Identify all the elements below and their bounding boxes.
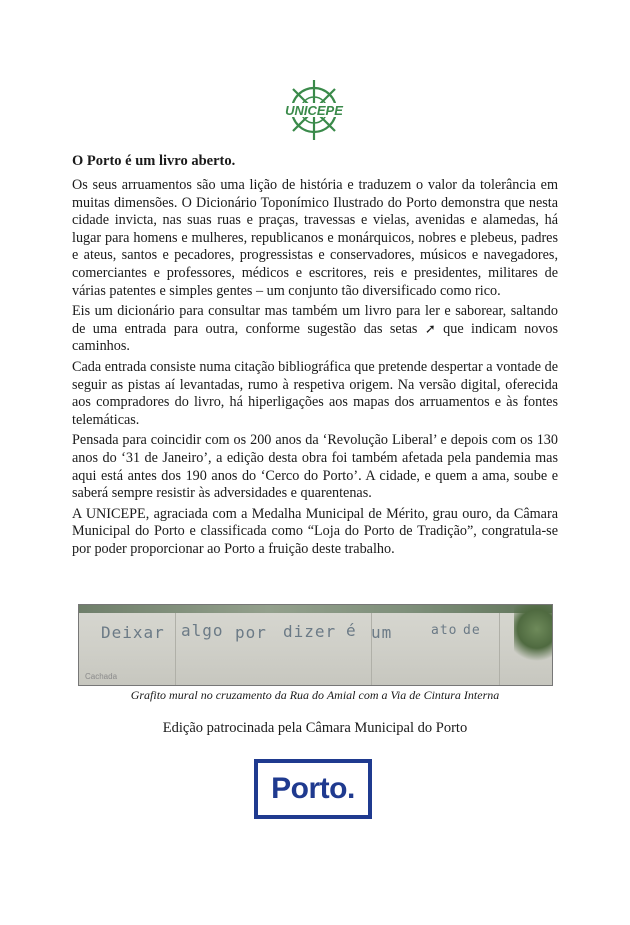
- logo-text: UNICEPE: [285, 103, 343, 118]
- page-heading: O Porto é um livro aberto.: [72, 153, 236, 169]
- porto-logo: [254, 759, 372, 819]
- photo-stamp: Cachada: [85, 672, 118, 681]
- paragraph-4: Pensada para coincidir com os 200 anos da ‘Revolução Liberal’ e depois com os 130 anos do ‘31 de Janeiro’, a edição desta obra foi também afetada pela pandemia mas aqui está antes dos 190 anos do ‘Cerco do Porto’. A cidade, e quem a ama, soube e saberá sempre resistir às adversidades e quarentenas.: [72, 432, 558, 502]
- graffiti-word: ato: [431, 623, 458, 638]
- wall-seam: [499, 613, 500, 685]
- graffiti-word: um: [371, 623, 393, 642]
- porto-logo-text: Porto.: [271, 772, 355, 805]
- graffiti-word: é: [346, 621, 357, 640]
- graffiti-word: algo: [181, 621, 224, 640]
- photo-tree: [514, 605, 552, 665]
- photo-caption: Grafito mural no cruzamento da Rua do Amial com a Via de Cintura Interna: [130, 688, 500, 702]
- paragraph-5: A UNICEPE, agraciada com a Medalha Municipal de Mérito, grau ouro, da Câmara Municipal do Porto e classificada como “Loja do Porto de Tradição”, congratula-se por poder proporcionar ao Porto a fruição deste trabalho.: [72, 505, 558, 557]
- graffiti-word: Deixar: [101, 623, 165, 642]
- paragraph-1: Os seus arruamentos são uma lição de história e traduzem o valor da tolerância em muitas dimensões. O Dicionário Toponímico Ilustrado do Porto demonstra que nesta cidade invicta, nas suas ruas e praças, travessas e vielas, avenidas e alamedas, há lugar para homens e mulheres, republicanos e monárquicos, nobres e plebeus, padres e ateus, santos e pecadores, progressistas e conservadores, músicos e navegadores, comerciantes e professores, médicos e escritores, reis e presidentes, militares de várias patentes e simples gentes – um conjunto tão diversificado como rico.: [72, 177, 558, 299]
- compass-rose-icon: [272, 76, 356, 144]
- photo-sky: [79, 605, 552, 613]
- paragraph-2-text: Eis um dicionário para consultar mas também um livro para ler e saborear, saltando de uma entrada para outra, conforme sugestão das setas: [72, 303, 558, 337]
- graffiti-word: dizer: [283, 622, 337, 641]
- paragraph-2-tail: que indicam novos caminhos.: [72, 320, 559, 355]
- main-text: [72, 152, 558, 561]
- sponsor-line: Edição patrocinada pela Câmara Municipal do Porto: [162, 720, 468, 736]
- arrow-icon: ➚: [424, 321, 436, 337]
- graffiti-word: de: [463, 623, 481, 638]
- wall-seam: [175, 613, 176, 685]
- graffiti-photo: [78, 604, 553, 686]
- unicepe-logo: [272, 76, 356, 144]
- graffiti-word: por: [235, 623, 267, 642]
- paragraph-2: [72, 303, 558, 356]
- paragraph-3: Cada entrada consiste numa citação bibliográfica que pretende despertar a vontade de seguir as pistas aí levantadas, rumo à respetiva origem. Na versão digital, oferecida aos compradores do livro, há hiperligações aos mapas dos arruamentos e às fontes telemáticas.: [72, 358, 558, 428]
